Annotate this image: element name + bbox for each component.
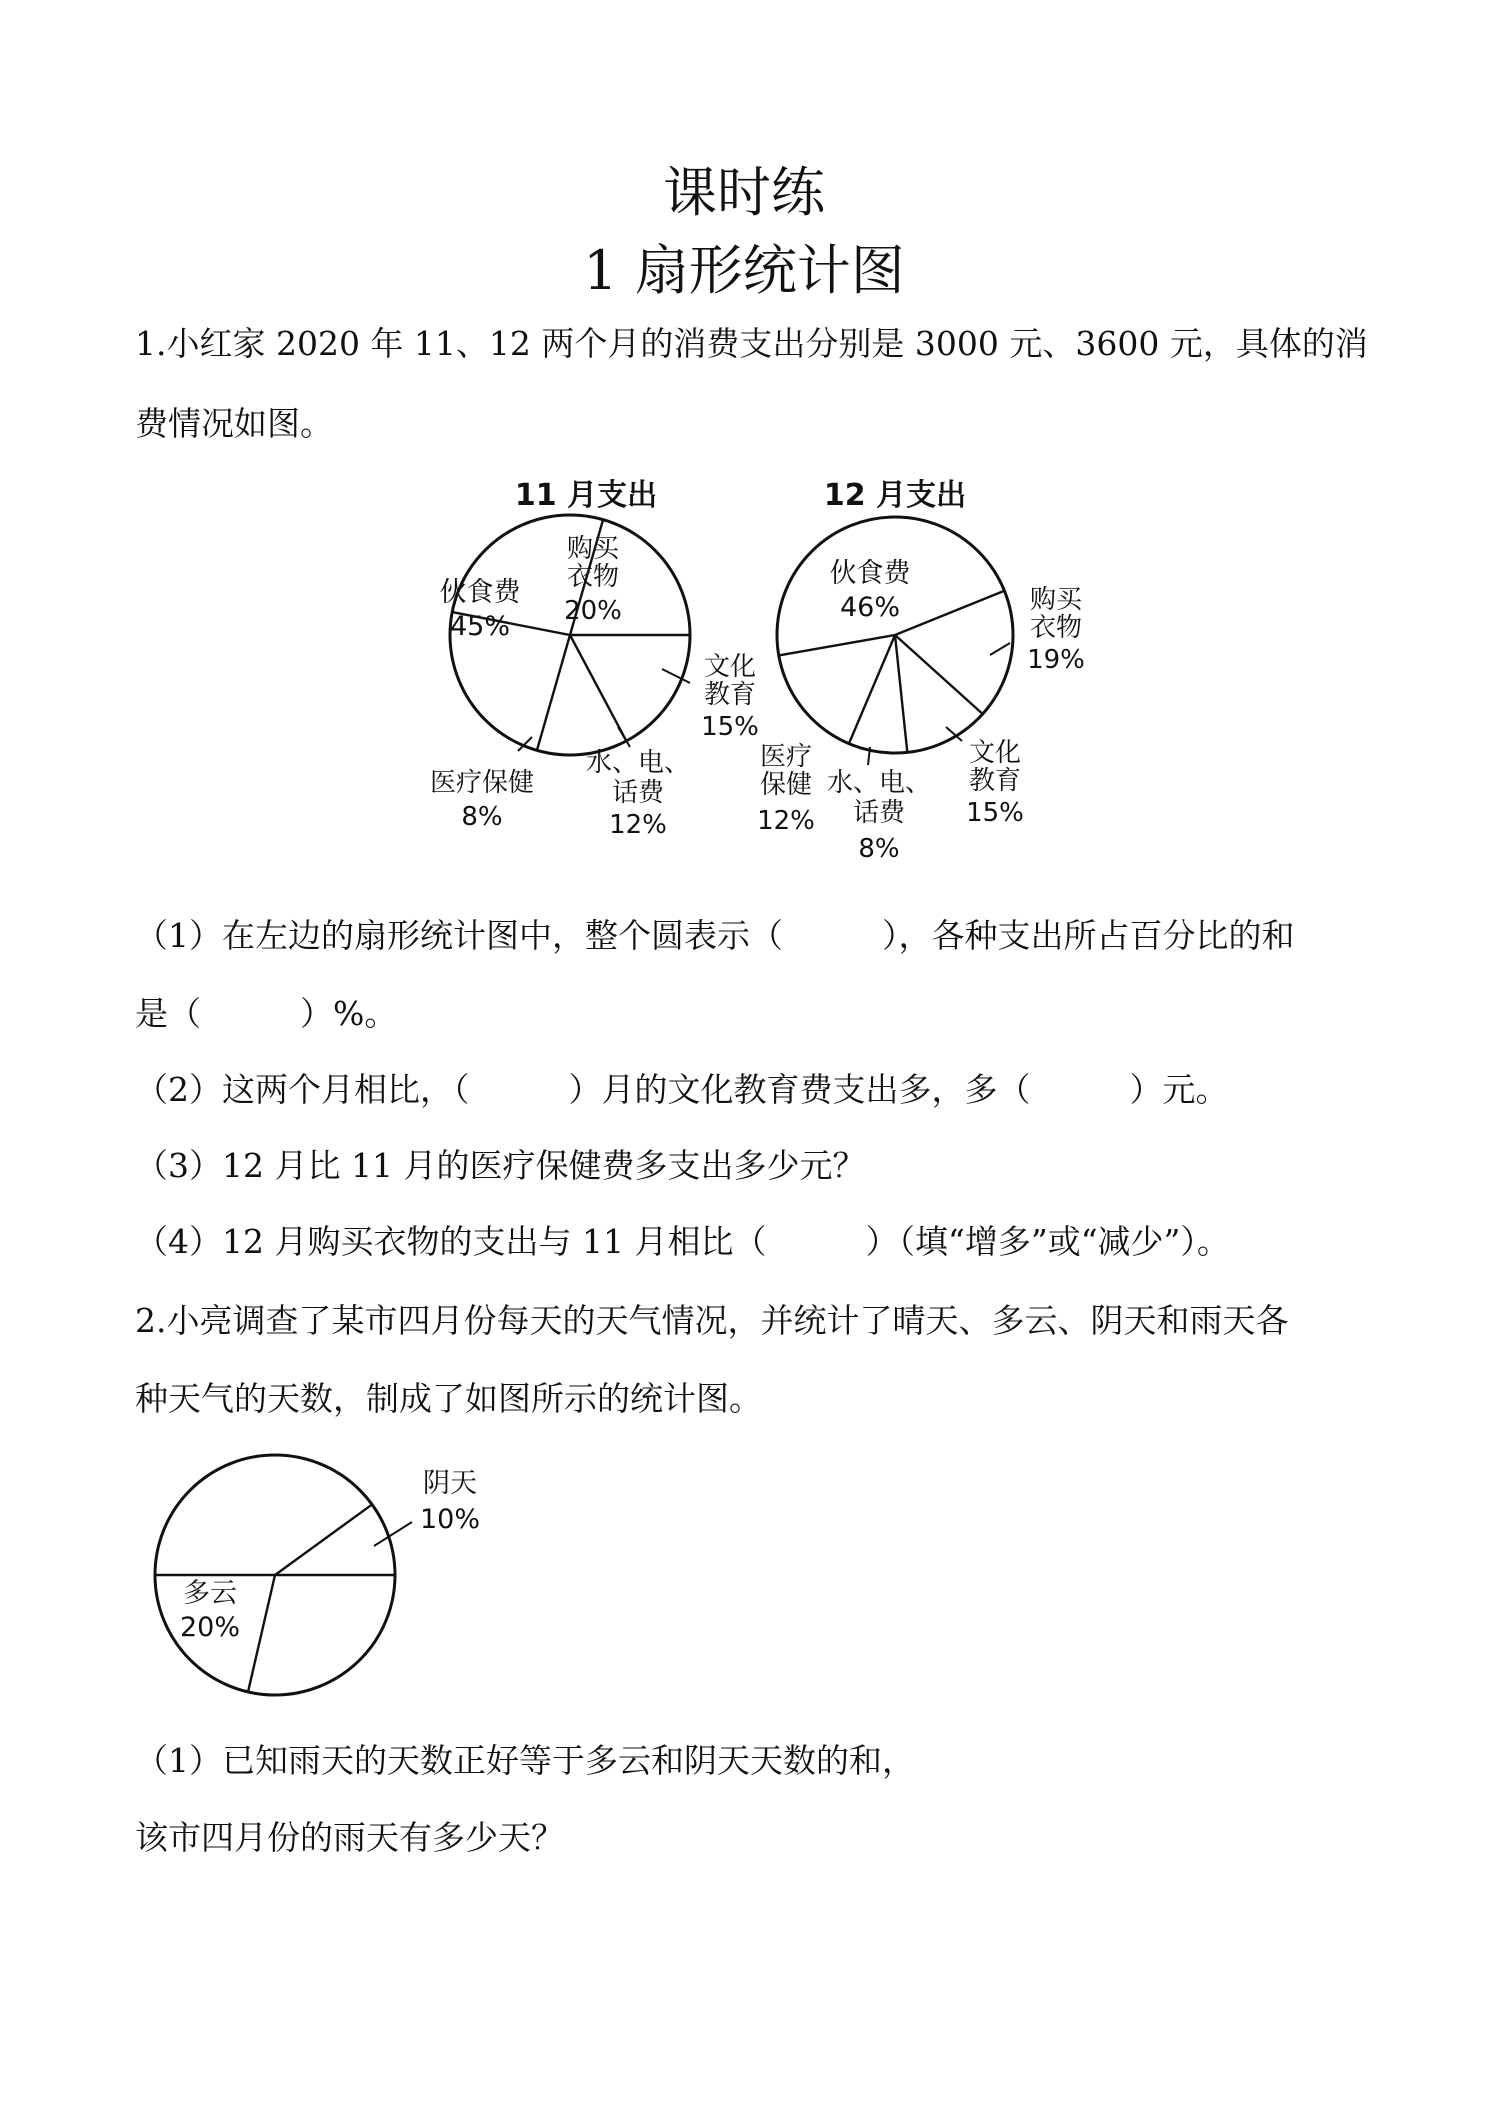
leader-line [990,643,1010,655]
slice-divider [537,635,570,750]
slice-label: 阴天 10% [419,1468,481,1535]
slice-label: 购买衣物 20% [564,534,622,626]
pie-chart-november [400,465,780,865]
q1-sub3: （3）12 月比 11 月的医疗保健费多支出多少元？ [135,1146,866,1185]
q1-intro-line1: 1.小红家 2020 年 11、12 两个月的消费支出分别是 3000 元、3600 元，具体的消 [135,324,1368,363]
q1-sub2: （2）这两个月相比，（ ）月的文化教育费支出多，多（ ）元。 [135,1070,1229,1109]
pie-chart-december [740,465,1100,875]
slice-divider [895,591,1004,635]
slice-label: 医疗保健 12% [757,742,815,836]
q1-sub4: （4）12 月购买衣物的支出与 11 月相比（ ）（填“增多”或“减少”）。 [135,1222,1230,1261]
q1-sub1-line2: 是（ ）%。 [135,994,398,1033]
slice-label: 医疗保健 8% [429,768,535,832]
slice-label: 文化教育 15% [966,738,1024,828]
page-title: 课时练 [663,161,825,224]
slice-divider [849,635,895,744]
slice-divider [570,635,626,741]
pie-chart-weather [140,1440,500,1710]
slice-label: 多云 20% [179,1578,241,1643]
q1-sub1-line1: （1）在左边的扇形统计图中，整个圆表示（ ），各种支出所占百分比的和 [135,916,1295,955]
section-title: 1 扇形统计图 [583,239,905,302]
q2-intro-line2: 种天气的天数，制成了如图所示的统计图。 [135,1379,762,1418]
slice-label: 购买衣物 19% [1027,585,1085,675]
leader-line [374,1522,412,1546]
pie-title: 12 月支出 [823,478,967,513]
slice-divider [779,635,895,655]
slice-label: 水、电、话费 8% [826,768,932,864]
slice-divider [895,635,983,714]
slice-label: 文化教育 15% [701,652,759,742]
q1-intro-line2: 费情况如图。 [135,404,333,443]
q2-sub1-line1: （1）已知雨天的天数正好等于多云和阴天天数的和， [135,1741,915,1780]
slice-label: 伙食费 46% [829,558,911,623]
slice-divider [895,635,907,752]
slice-label: 伙食费 45% [439,577,521,642]
q2-sub1-line2: 该市四月份的雨天有多少天？ [135,1818,564,1857]
slice-label: 水、电、话费 12% [585,748,691,840]
slice-divider [248,1575,275,1692]
q2-intro-line1: 2.小亮调查了某市四月份每天的天气情况，并统计了晴天、多云、阴天和雨天各 [135,1301,1289,1340]
slice-divider [275,1504,372,1575]
pie-title: 11 月支出 [514,478,658,513]
